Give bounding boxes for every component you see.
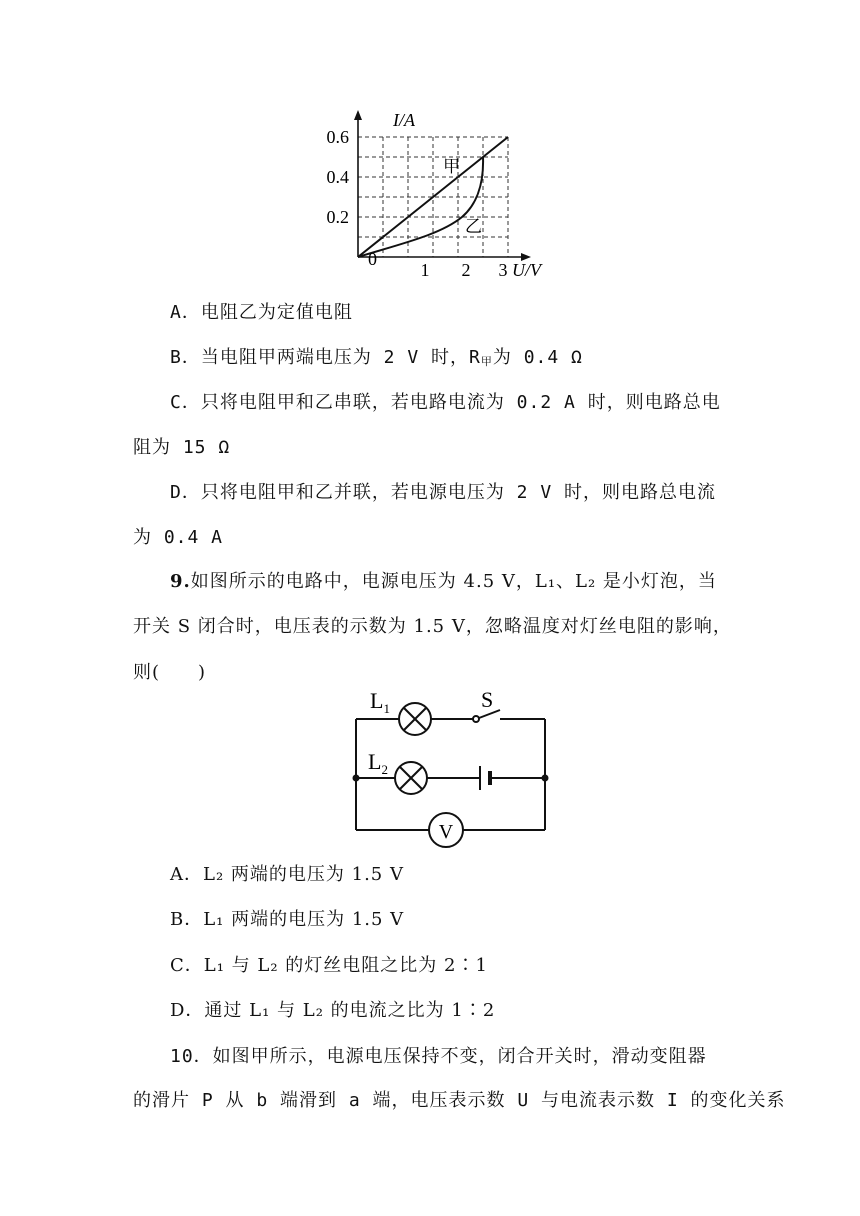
q8-option-d-line2: 为 0.4 A — [133, 527, 224, 548]
q9-number: 9. — [170, 571, 191, 592]
iu-graph — [0, 0, 860, 290]
q8-option-b-prefix: B．当电阻甲两端电压为 2 V 时，R — [170, 347, 481, 368]
curve-label-jia: 甲 — [443, 157, 460, 176]
q8-option-b-sub: 甲 — [480, 355, 493, 368]
q9-option-a: A．L₂ 两端的电压为 1.5 V — [170, 864, 404, 885]
x-tick-2: 2 — [461, 260, 471, 280]
voltmeter-icon — [429, 813, 463, 847]
junction-dot-right — [542, 775, 549, 782]
x-tick-3: 3 — [498, 260, 508, 280]
q8-option-a: A．电阻乙为定值电阻 — [170, 302, 353, 323]
lamp-l2-label: $L_2$ — [368, 749, 388, 777]
x-axis-label: U/V — [512, 260, 541, 280]
q9-option-d: D．通过 L₁ 与 L₂ 的电流之比为 1∶2 — [170, 1000, 496, 1021]
q10-stem-line2: 的滑片 P 从 b 端滑到 a 端，电压表示数 U 与电流表示数 I 的变化关系 — [133, 1090, 786, 1111]
lamp-l2-icon — [395, 762, 427, 794]
q9-option-b: B．L₁ 两端的电压为 1.5 V — [170, 909, 405, 930]
y-tick-0-6: 0.6 — [326, 127, 349, 147]
curve-label-yi: 乙 — [465, 217, 482, 236]
y-tick-0-2: 0.2 — [326, 207, 349, 227]
junction-dot-left — [353, 775, 360, 782]
q9-stem-text1: 如图所示的电路中，电源电压为 4.5 V，L₁、L₂ 是小灯泡，当 — [190, 571, 717, 592]
q9-stem-line2: 开关 S 闭合时，电压表的示数为 1.5 V，忽略温度对灯丝电阻的影响， — [133, 616, 732, 637]
lamp-l1-label: $L_1$ — [370, 688, 390, 716]
origin-label: 0 — [368, 249, 377, 269]
x-tick-1: 1 — [420, 260, 430, 280]
q8-option-c-line1: C．只将电阻甲和乙串联，若电路电流为 0.2 A 时，则电路总电 — [170, 392, 721, 413]
q8-option-d-line1: D．只将电阻甲和乙并联，若电源电压为 2 V 时，则电路总电流 — [170, 482, 717, 503]
switch-label: S — [481, 687, 494, 712]
voltmeter-label: V — [438, 821, 454, 843]
q9-stem-line3: 则( ) — [133, 662, 207, 683]
q8-option-c-line2: 阻为 15 Ω — [133, 437, 231, 458]
q8-option-b — [170, 343, 583, 369]
y-axis-label: I/A — [393, 110, 415, 130]
q10-stem-line1: 10．如图甲所示，电源电压保持不变，闭合开关时，滑动变阻器 — [170, 1046, 707, 1067]
y-axis-arrow — [354, 110, 362, 120]
lamp-l1-icon — [399, 703, 431, 735]
q8-option-b-suffix: 为 0.4 Ω — [492, 347, 583, 368]
q9-stem-line1 — [170, 567, 717, 593]
y-tick-0-4: 0.4 — [326, 167, 349, 187]
q9-option-c: C．L₁ 与 L₂ 的灯丝电阻之比为 2∶1 — [170, 955, 488, 976]
circuit-diagram — [0, 680, 860, 860]
battery-icon — [480, 766, 490, 790]
